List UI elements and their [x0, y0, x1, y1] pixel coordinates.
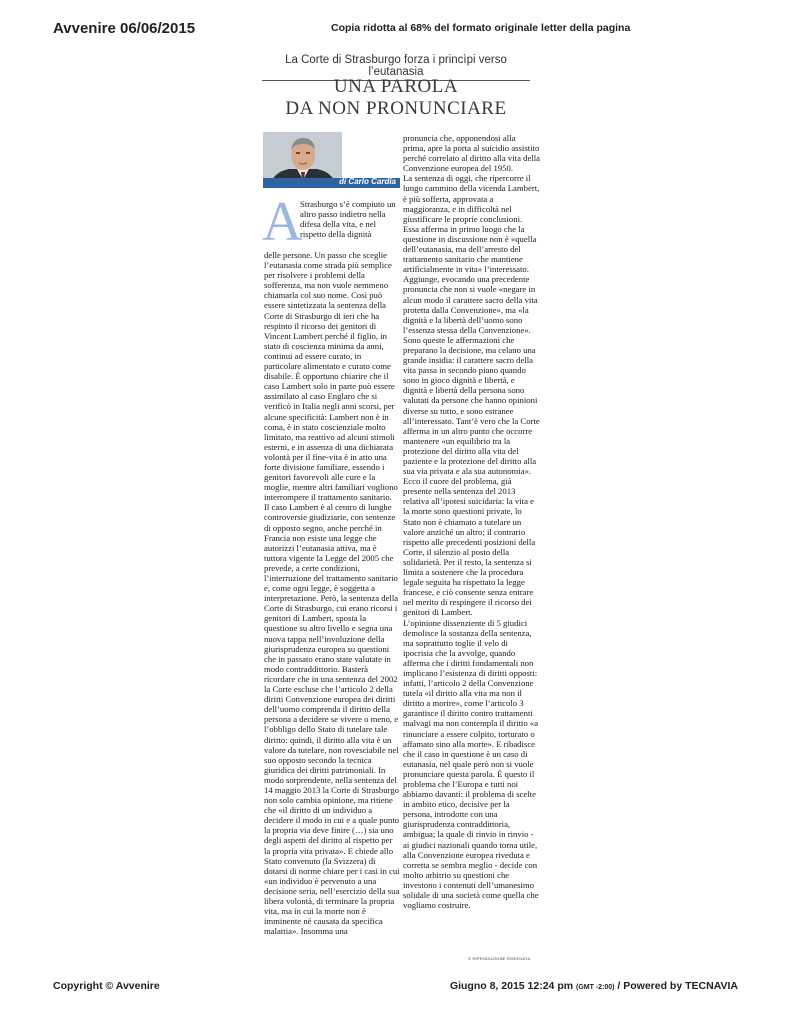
column-2: [403, 133, 540, 910]
paragraph: Il caso Lambert è al centro di lunghe controversie giudiziarie, con sentenze di opposto segno, anche perché in Francia non esiste una legge che autorizzi l’eutanasia attiva, ma è tuttora vigente la Legge del 2005 che prevede, a certe condizioni, l’interruzione del trattamento sanitario e, come ogni legge, è soggetta a interpretazione. Però, la sentenza della Corte di Strasburgo, cui erano ricorsi i genitori di Lambert, sposta la questione su altro livello e segna una nuova tappa nell’involuzione della giurisprudenza europea su questioni che in passato erano state valutate in modo contraddittorio. Basterà ricordare che in una sentenza del 2002 la Corte escluse che l’articolo 2 della diritti Convenzione europea dei diritti dell’uomo comprenda il diritto della persona a decidere se vivere o meno, e l’obbligo dello Stato di tutelare tale diritto: quindi, il diritto alla vita è un valore da tutelare, non rovesciabile nel suo opposto secondo la tecnica giuridica dei diritti patrimoniali. In modo sorprendente, nella sentenza del 14 maggio 2013 la Corte di Strasburgo non solo cambia opinione, ma ritiene che «il diritto di un individuo a decidere il modo in cui e a quale punto la propria via deve finire (…) sia uno degli aspetti del diritto al rispetto per la propria vita privata». E chiede allo Stato convenuto (la Svizzera) di dotarsi di norme chiare per i casi in cui «un individuo è pervenuto a una decisione seria, nell’esercizio della sua libera volontà, di terminare la propria vita, ma in cui la morte non è imminente né causata da specifica malattia». Insomma una: [264, 502, 400, 937]
title-line-1: UNA PAROLA: [333, 76, 459, 97]
author-byline-bar: [263, 178, 400, 188]
author-name: di Carlo Cardia: [339, 177, 396, 186]
article-title: [262, 76, 530, 120]
footer-date: Giugno 8, 2015 12:24 pm: [449, 980, 574, 992]
paragraph: La sentenza di oggi, che ripercorre il lungo cammino della vicenda Lambert, è più sofferta, approvata a maggioranza, e in difficoltà nel giustificare le proprie conclusioni. Essa afferma in primo luogo che la questione in discussione non è «quella dell’eutanasia, ma dell’arresto del trattamento sanitario che mantiene artificialmente in vita» l’interessato. Aggiunge, evocando una precedente pronuncia che non si vuole «negare in alcun modo il carattere sacro della vita protetta dalla Convenzione», ma «la dignità e la libertà dell’uomo sono l’essenza stessa della Convenzione». Sono queste le affermazioni che preparano la decisione, ma celano una grande insidia: il carattere sacro della vita passa in secondo piano quando sono in gioco dignità e libertà, e dignità e libertà della persona sono valutati da persone che hanno opinioni diverse su tutto, e sono estranee all’interessato. Tant’è vero che la Corte afferma in un altro punto che occorre mantenere «un equilibrio tra la protezione del diritto alla vita del paziente e la protezione del diritto alla sua via privata e ala sua autonomia». Ecco il cuore del problema, già presente nella sentenza del 2013 relativa all’ipotesi suicidaria: la vita e la morte sono questioni private, lo Stato non è chiamato a tutelare un valore anziché un altro; il contrario rispetto alle precedenti posizioni della Corte, il silenzio al posto della solidarietà. Per il resto, la sentenza si limita a sostenere che la procedura legale seguita ha rispettato la legge francese, e ciò consente senza entrare nel merito di respingere il ricorso dei genitori di Lambert.: [403, 173, 540, 618]
column-1: [264, 250, 400, 936]
paragraph: pronuncia che, opponendosi alla prima, apre la porta al suicidio assistito perché correlato al diritto alla vita della Convenzione europea del 1950.: [403, 133, 541, 174]
reduced-copy-notice: Copia ridotta al 68% del formato originale letter della pagina: [331, 22, 631, 34]
paragraph: delle persone. Un passo che sceglie l’eutanasia come strada più semplice per risolvere i problemi della sofferenza, ma non vuole nemmeno chiamarla col suo nome. Così può essere sintetizzata la sentenza della Corte di Strasburgo di ieri che ha respinto il ricorso dei genitori di Vincent Lambert perché il figlio, in stato di coscienza minima da anni, continui ad essere curato, in particolare alimentato e curato come disabile. È opportuno chiarire che il caso Lambert solo in parte può essere assimilato al caso Englaro che si verificò in Italia negli anni scorsi, per alcune specificità: Lambert non è in coma, è in stato coscienziale molto limitato, ma reattivo ad alcuni stimoli esterni, e in assenza di una dichiarata volontà per il fine-vita è in atto una forte divisione familiare, essendo i genitori favorevoli alle cure e la moglie, mentre altri familiari vogliono interrompere il trattamento sanitario.: [264, 250, 398, 503]
copyright-mark: © RIPRODUZIONE RISERVATA: [468, 956, 531, 961]
footer-powered-by: / Powered by TECNAVIA: [617, 980, 738, 992]
intro-text: Strasburgo s’è compiuto un altro passo indietro nella difesa della vita, e nel rispetto della dignità: [300, 199, 396, 240]
article-kicker: La Corte di Strasburgo forza i princìpi verso l’eutanasia: [262, 54, 530, 81]
footer-timestamp: [450, 980, 738, 992]
drop-cap: A: [262, 191, 303, 253]
edition-date: Avvenire 06/06/2015: [53, 20, 196, 37]
title-line-2: DA NON PRONUNCIARE: [285, 98, 507, 119]
column-1-intro: [300, 199, 400, 239]
footer-copyright: Copyright © Avvenire: [53, 980, 160, 992]
footer-timezone: (GMT -2:00): [576, 984, 615, 991]
paragraph: L’opinione dissenziente di 5 giudici demolisce la sostanza della sentenza, ma soprattutto toglie il velo di ipocrisia che la avvolge, quando afferma che i diritti fondamentali non implicano l’esistenza di diritti opposti: infatti, l’articolo 2 della Convenzione tutela «il diritto alla vita ma non il diritto a morire», come l’articolo 3 garantisce il diritto contro trattamenti malvagi ma non contempla il diritto «a rinunciare a essere colpito, torturato o affamato sino alla morte». E ribadisce che il caso in questione è un caso di eutanasia, nel quale però non si vuole pronunciare questa parola. È questo il problema che l’Europa e tutti noi abbiamo davanti: il problema di scelte in ambito etico, decisive per la persona, introdotte con una giurisprudenza contraddittoria, ambigua; la quale di rinvio in rinvio - ai giudici nazionali quando torna utile, alla Convenzione europea riveduta e corretta se sembra meglio - decide con molto arbitrio su questioni che investono i contenuti dell’umanesimo solidale di una società come quella che vogliamo costruire.: [403, 617, 539, 911]
